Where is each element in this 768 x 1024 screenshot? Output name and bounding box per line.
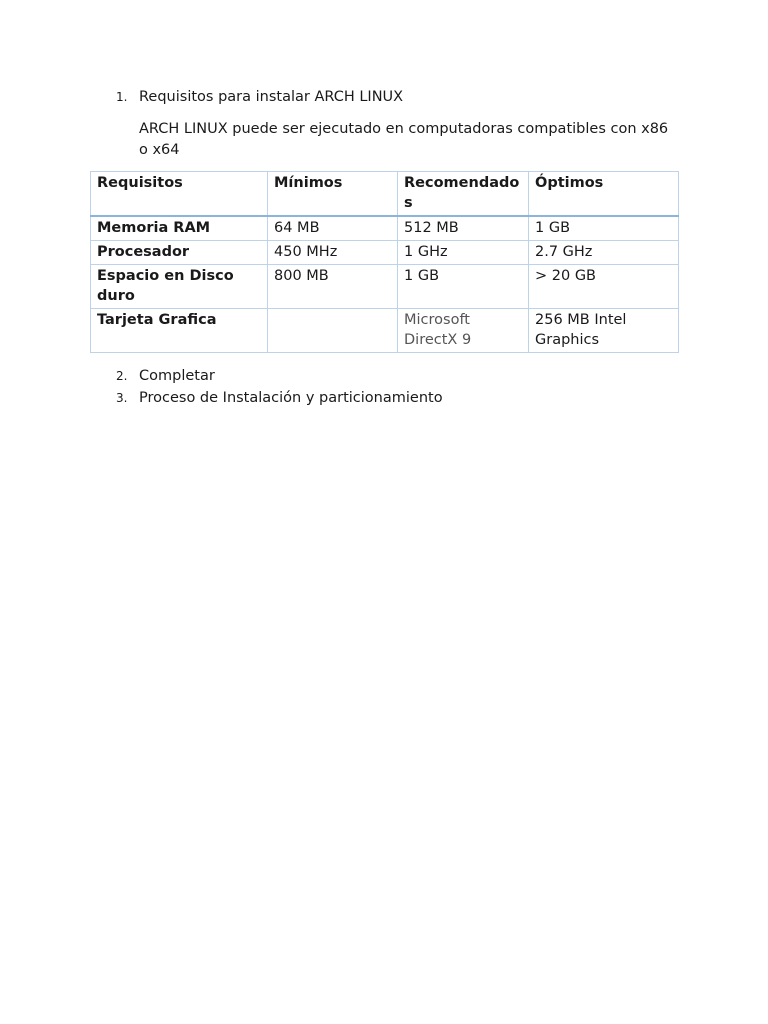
table-cell: 256 MB Intel Graphics (529, 309, 679, 353)
table-row (91, 241, 679, 265)
table-cell: 1 GHz (398, 241, 529, 265)
paragraph-line: o x64 (139, 142, 180, 158)
header-cell: Óptimos (529, 172, 679, 217)
header-cell-line: s (404, 195, 413, 211)
header-cell: Mínimos (268, 172, 398, 217)
paragraph (139, 119, 679, 161)
table-cell: 1 GB (529, 216, 679, 241)
list-item-3 (116, 390, 443, 406)
table-cell: 800 MB (268, 265, 398, 309)
list-item-2 (116, 368, 215, 384)
header-cell (398, 172, 529, 217)
table-cell: 2.7 GHz (529, 241, 679, 265)
row-label: Tarjeta Grafica (91, 309, 268, 353)
list-number: 1. (116, 90, 128, 104)
list-text: Completar (139, 368, 215, 384)
table-row (91, 309, 679, 353)
list-number: 2. (116, 369, 128, 383)
header-cell-line: Recomendado (404, 175, 520, 191)
requirements-table (90, 171, 679, 353)
list-text: Requisitos para instalar ARCH LINUX (139, 89, 404, 105)
list-text: Proceso de Instalación y particionamiento (139, 390, 443, 406)
table-row (91, 265, 679, 309)
table-cell: Microsoft DirectX 9 (398, 309, 529, 353)
table-cell (268, 309, 398, 353)
table-cell: 1 GB (398, 265, 529, 309)
row-label: Espacio en Disco duro (91, 265, 268, 309)
table-cell: 64 MB (268, 216, 398, 241)
table-cell: > 20 GB (529, 265, 679, 309)
paragraph-line: ARCH LINUX puede ser ejecutado en computadoras compatibles con x86 (139, 121, 669, 137)
row-label: Procesador (91, 241, 268, 265)
table-cell: 450 MHz (268, 241, 398, 265)
list-number: 3. (116, 391, 128, 405)
header-cell: Requisitos (91, 172, 268, 217)
table-cell: 512 MB (398, 216, 529, 241)
table-row (91, 216, 679, 241)
table-header-row (91, 172, 679, 217)
list-item-1 (116, 89, 403, 105)
row-label: Memoria RAM (91, 216, 268, 241)
